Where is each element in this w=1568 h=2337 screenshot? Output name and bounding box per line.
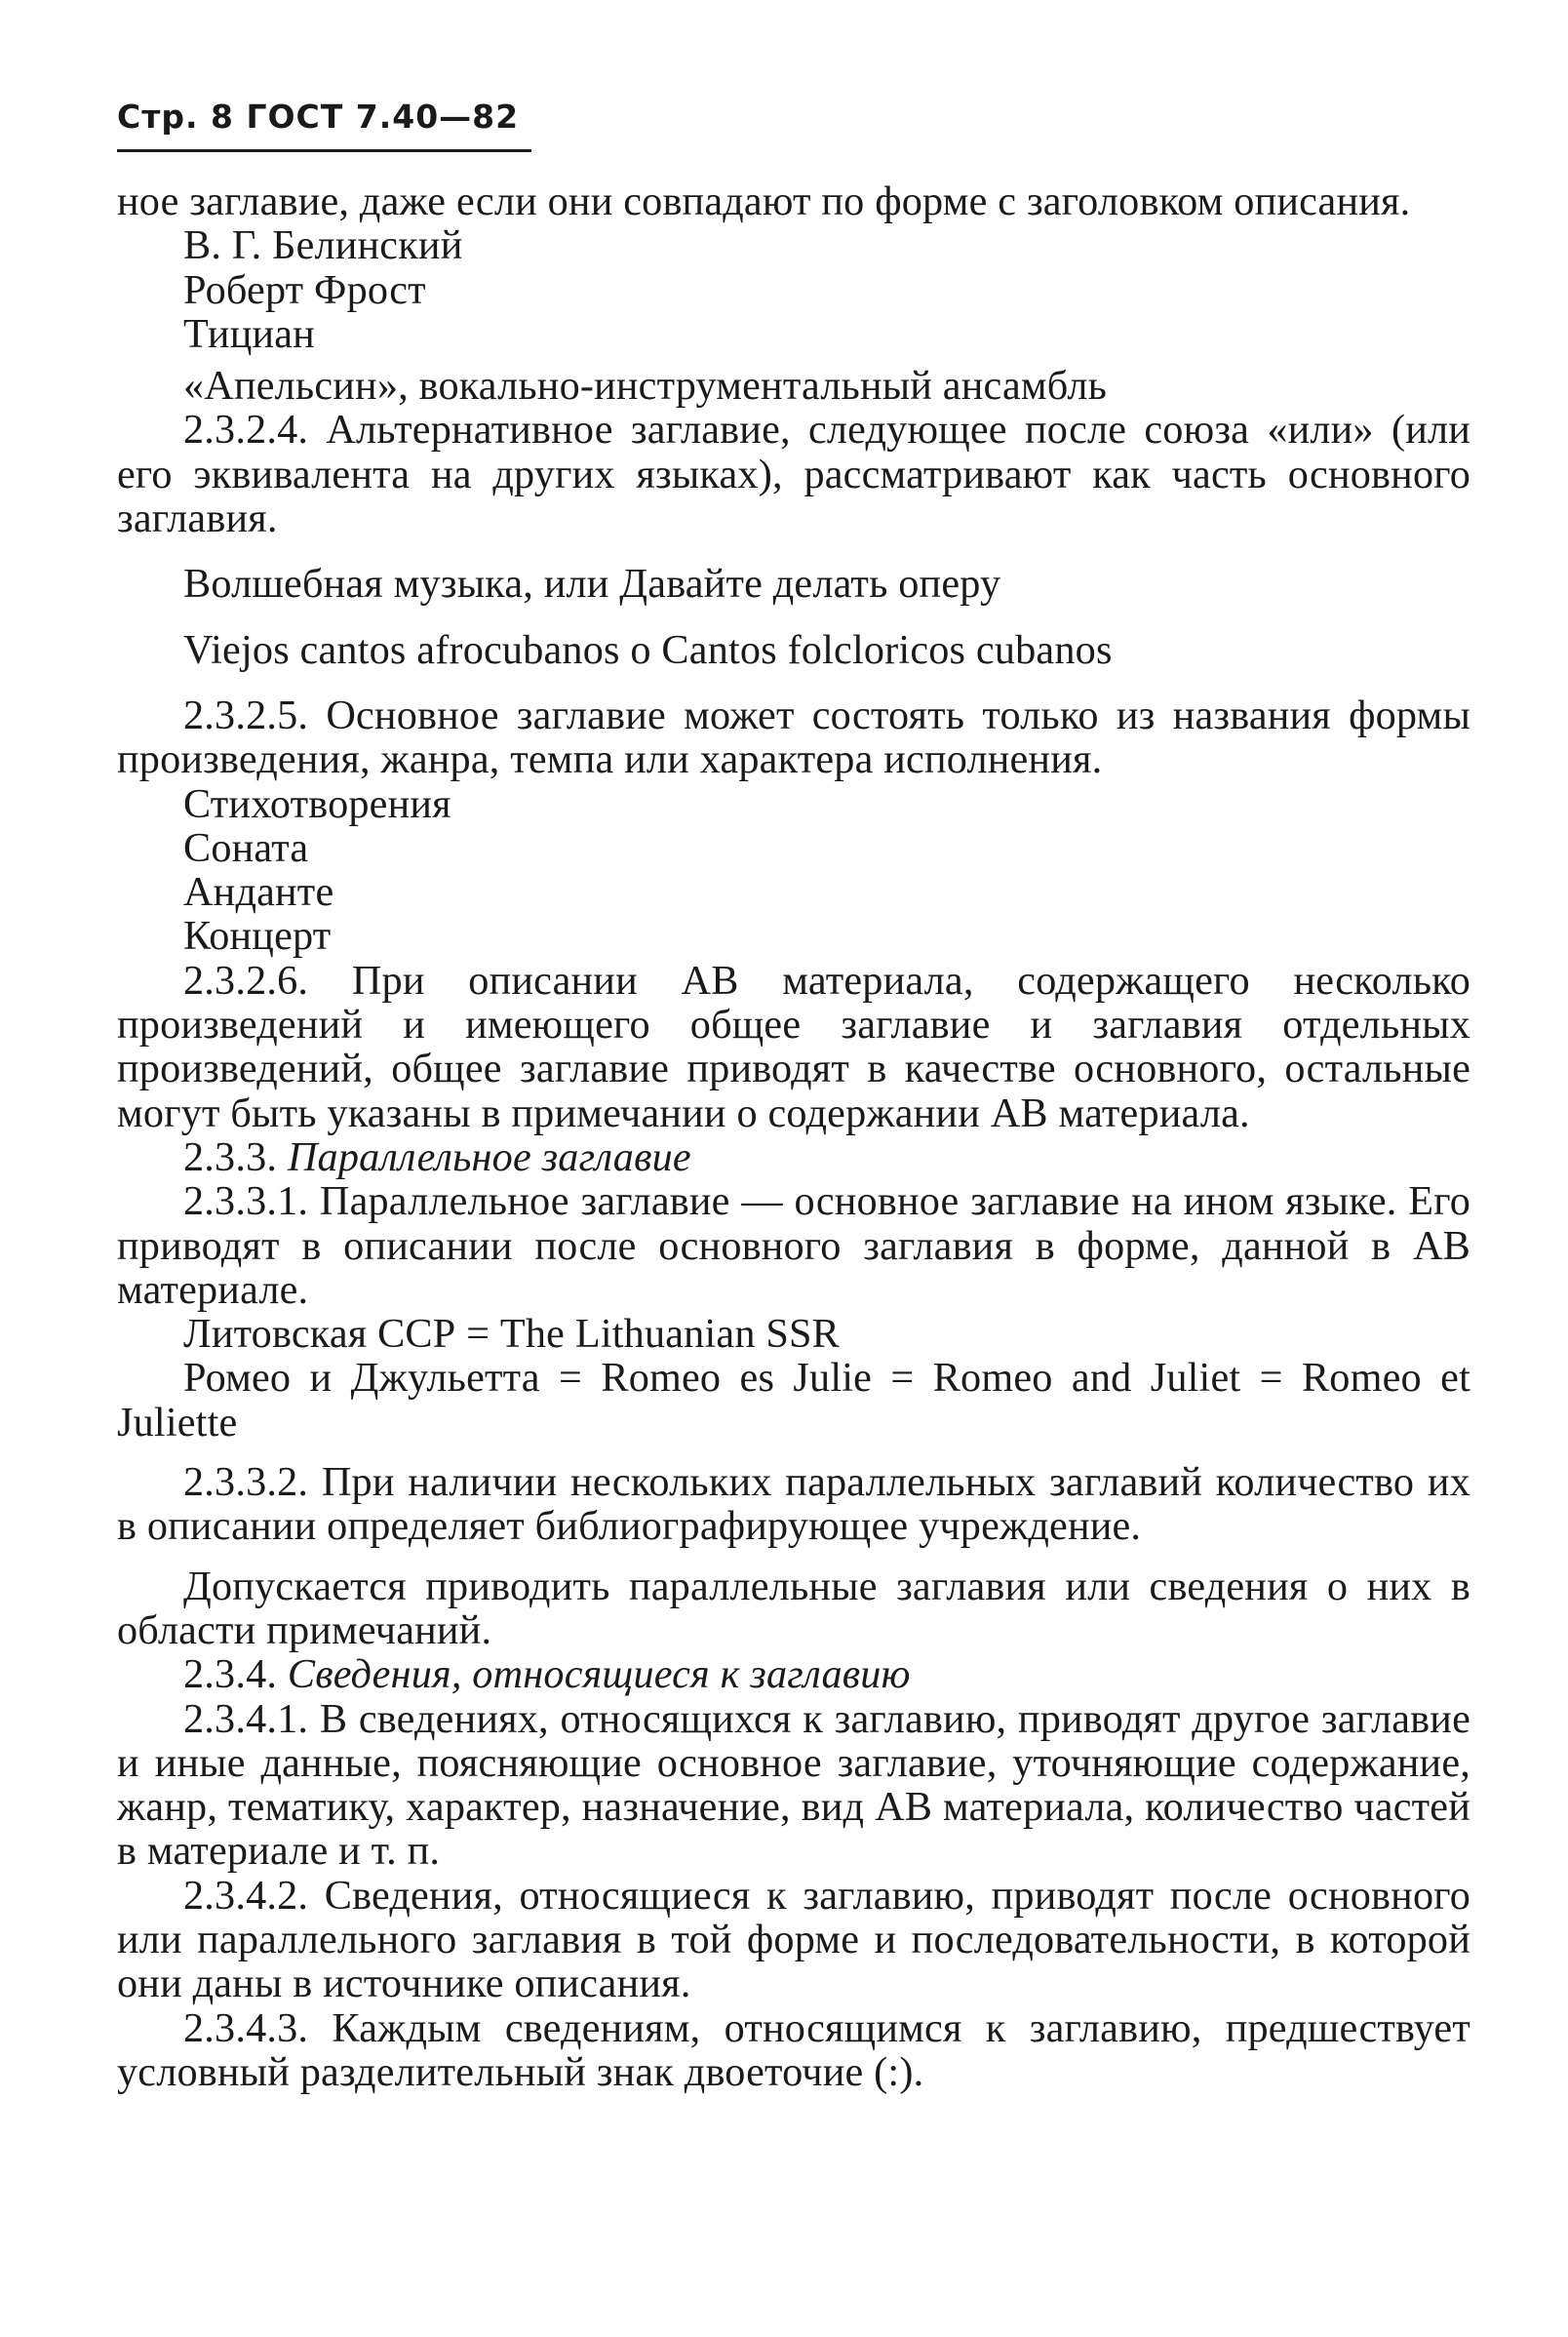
paragraph-2-3-2-5: 2.3.2.5. Основное заглавие может состоять только из названия формы произведения, жанра, темпа или характера исполнения. — [117, 692, 1470, 783]
section-number: 2.3.3. — [183, 1133, 278, 1180]
example-line: Роберт Фрост — [183, 266, 426, 313]
example-line: Соната — [183, 824, 309, 871]
example-line: Волшебная музыка, или Давайте делать оперу — [183, 561, 1001, 608]
document-page — [117, 98, 1470, 2094]
section-title: Сведения, относящиеся к заглавию — [287, 1651, 911, 1698]
paragraph-2-3-3-1: 2.3.3.1. Параллельное заглавие — основное заглавие на ином языке. Его приводят в описании после основного заглавия в форме, данной в АВ материале. — [117, 1178, 1470, 1313]
example-line: Стихотворения — [183, 780, 451, 827]
paragraph-intro: ное заглавие, даже если они совпадают по форме с заголовком описания. — [117, 178, 1411, 224]
section-heading-2-3-4 — [117, 1652, 1470, 1696]
example-line: Тициан — [183, 310, 315, 357]
example-line: Ромео и Джульетта = Romeo es Julie = Romeo and Juliet = Romeo et Juliette — [117, 1355, 1470, 1446]
example-line: «Апельсин», вокально-инструментальный ансамбль — [183, 363, 1108, 410]
section-heading-2-3-3 — [117, 1135, 1470, 1179]
document-body — [117, 179, 1470, 2094]
header-rule — [117, 149, 531, 152]
example-line: Viejos cantos afrocubanos o Cantos folcloricos cubanos — [183, 626, 1113, 673]
paragraph-2-3-2-6: 2.3.2.6. При описании АВ материала, содержащего несколько произведений и имеющего общее заглавие и заглавия отдельных произведений, общее заглавие приводят в качестве основного, остальные могут быть указаны в примечании о содержании АВ материала. — [117, 957, 1470, 1136]
example-line: Литовская ССР = The Lithuanian SSR — [183, 1311, 841, 1358]
example-line: Концерт — [183, 913, 332, 960]
paragraph-dopuskaetsya: Допускается приводить параллельные заглавия или сведения о них в области примечаний. — [117, 1563, 1470, 1653]
paragraph-2-3-3-2: 2.3.3.2. При наличии нескольких параллельных заглавий количество их в описании определяет библиографирующее учреждение. — [117, 1459, 1470, 1550]
section-title: Параллельное заглавие — [287, 1133, 691, 1180]
example-line: Анданте — [183, 869, 334, 916]
section-number: 2.3.4. — [183, 1651, 278, 1698]
paragraph-2-3-4-3: 2.3.4.3. Каждым сведениям, относящимся к заглавию, предшествует условный разделительный знак двоеточие (:). — [117, 2004, 1470, 2095]
paragraph-2-3-4-1: 2.3.4.1. В сведениях, относящихся к заглавию, приводят другое заглавие и иные данные, поясняющие основное заглавие, уточняющие содержание, жанр, тематику, характер, назначение, вид АВ материала, количество частей в материале и т. п. — [117, 1695, 1470, 1875]
paragraph-2-3-4-2: 2.3.4.2. Сведения, относящиеся к заглавию, приводят после основного или параллельного заглавия в той форме и последовательности, в которой они даны в источнике описания. — [117, 1872, 1470, 2007]
example-line: В. Г. Белинский — [183, 222, 463, 269]
paragraph-2-3-2-4: 2.3.2.4. Альтернативное заглавие, следующее после союза «или» (или его эквивалента на других языках), рассматривают как часть основного заглавия. — [117, 407, 1470, 542]
running-head: Стр. 8 ГОСТ 7.40—82 — [117, 98, 520, 136]
